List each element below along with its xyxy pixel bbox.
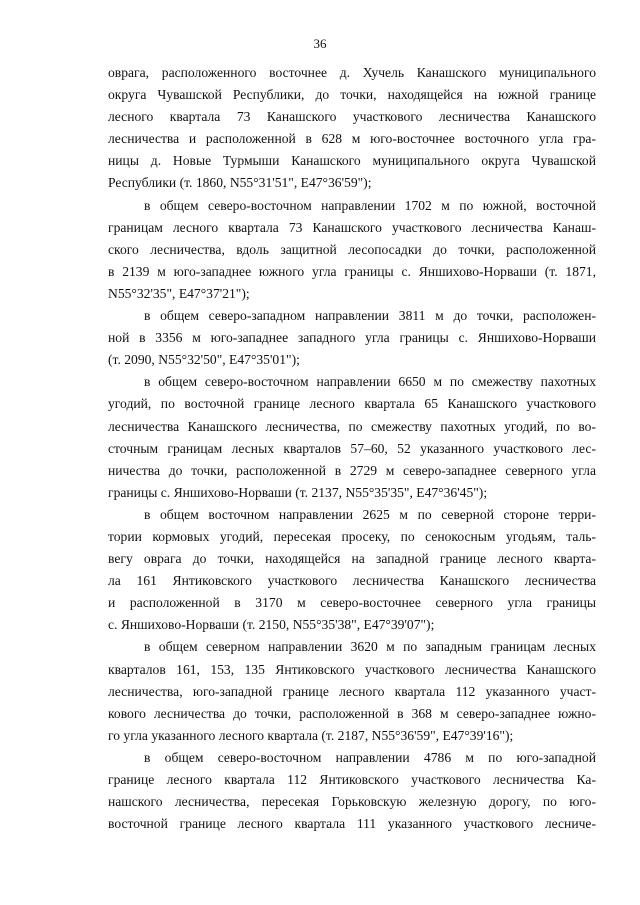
text-line: ла 161 Янтиковского участкового лесничества Канашского лесничества bbox=[108, 573, 596, 589]
text-line: ной в 3356 м юго-западнее западного угла границы с. Яншихово-Норваши bbox=[108, 330, 596, 346]
text-line: границе лесного квартала 112 Янтиковского участкового лесничества Ка- bbox=[108, 772, 596, 787]
text-line: угодий, по восточной границе лесного квартала 65 Канашского участкового bbox=[108, 396, 596, 412]
paragraph-first-line: в общем северо-западном направлении 3811 м до точки, расположен- bbox=[144, 308, 596, 324]
paragraph-first-line: в общем восточном направлении 2625 м по северной стороне терри- bbox=[144, 506, 596, 522]
text-line: лесного квартала 73 Канашского участкового лесничества Канашского bbox=[108, 109, 596, 125]
paragraph-first-line: в общем северо-восточном направлении 4786 м по юго-западной bbox=[144, 749, 596, 765]
text-line: сточным границам лесных кварталов 57–60, 52 указанного участкового лес- bbox=[108, 440, 596, 456]
text-line: Республики (т. 1860, N55°31'51", E47°36'59"); bbox=[108, 175, 372, 191]
text-line: и расположенной в 3170 м северо-восточнее северного угла границы bbox=[108, 595, 596, 611]
text-line: кварталов 161, 153, 135 Янтиковского участкового лесничества Канашского bbox=[108, 661, 596, 677]
page-number: 36 bbox=[313, 36, 327, 51]
text-line: границам лесного квартала 73 Канашского участкового лесничества Канаш- bbox=[108, 219, 596, 235]
text-line: ского лесничества, вдоль защитной лесопосадки до точки, расположенной bbox=[108, 241, 596, 257]
text-line: лесничества и расположенной в 628 м юго-восточнее восточного угла гра- bbox=[108, 131, 596, 147]
text-line: го угла указанного лесного квартала (т. 2187, N55°36'59", E47°39'16"); bbox=[108, 727, 514, 743]
text-line: вегу оврага до точки, находящейся на западной границе лесного кварта- bbox=[108, 551, 596, 567]
text-line: оврага, расположенного восточнее д. Хучель Канашского муниципального bbox=[108, 65, 596, 80]
paragraph-first-line: в общем северо-восточном направлении 6650 м по смежеству пахотных bbox=[144, 374, 596, 390]
text-line: границы с. Яншихово-Норваши (т. 2137, N55°35'35", E47°36'45"); bbox=[108, 484, 488, 500]
text-line: восточной границе лесного квартала 111 указанного участкового лесниче- bbox=[108, 816, 596, 832]
text-line: ничества до точки, расположенной в 2729 м северо-западнее северного угла bbox=[108, 462, 596, 478]
text-line: лесничества, юго-западной границе лесного квартала 112 указанного участ- bbox=[108, 683, 596, 699]
body-text bbox=[108, 62, 596, 835]
text-line: N55°32'35", E47°37'21"); bbox=[108, 285, 250, 301]
text-line: в 2139 м юго-западнее южного угла границы с. Яншихово-Норваши (т. 1871, bbox=[108, 263, 596, 279]
text-line: с. Яншихово-Норваши (т. 2150, N55°35'38", E47°39'07"); bbox=[108, 617, 435, 633]
text-line: тории кормовых угодий, пересекая просеку, по сенокосным угодьям, таль- bbox=[108, 528, 596, 544]
text-line: нашского лесничества, пересекая Горьковскую железную дорогу, по юго- bbox=[108, 794, 596, 810]
paragraph-first-line: в общем северо-восточном направлении 1702 м по южной, восточной bbox=[144, 197, 596, 213]
paragraph-first-line: в общем северном направлении 3620 м по западным границам лесных bbox=[144, 639, 596, 655]
text-line: ницы д. Новые Турмыши Канашского муниципального округа Чувашской bbox=[108, 153, 596, 169]
text-line: лесничества Канашского лесничества, по смежеству пахотных угодий, по во- bbox=[108, 418, 596, 434]
text-line: (т. 2090, N55°32'50", E47°35'01"); bbox=[108, 352, 300, 368]
text-line: округа Чувашской Республики, до точки, находящейся на южной границе bbox=[108, 87, 596, 103]
text-line: кового лесничества до точки, расположенной в 368 м северо-западнее южно- bbox=[108, 705, 596, 721]
